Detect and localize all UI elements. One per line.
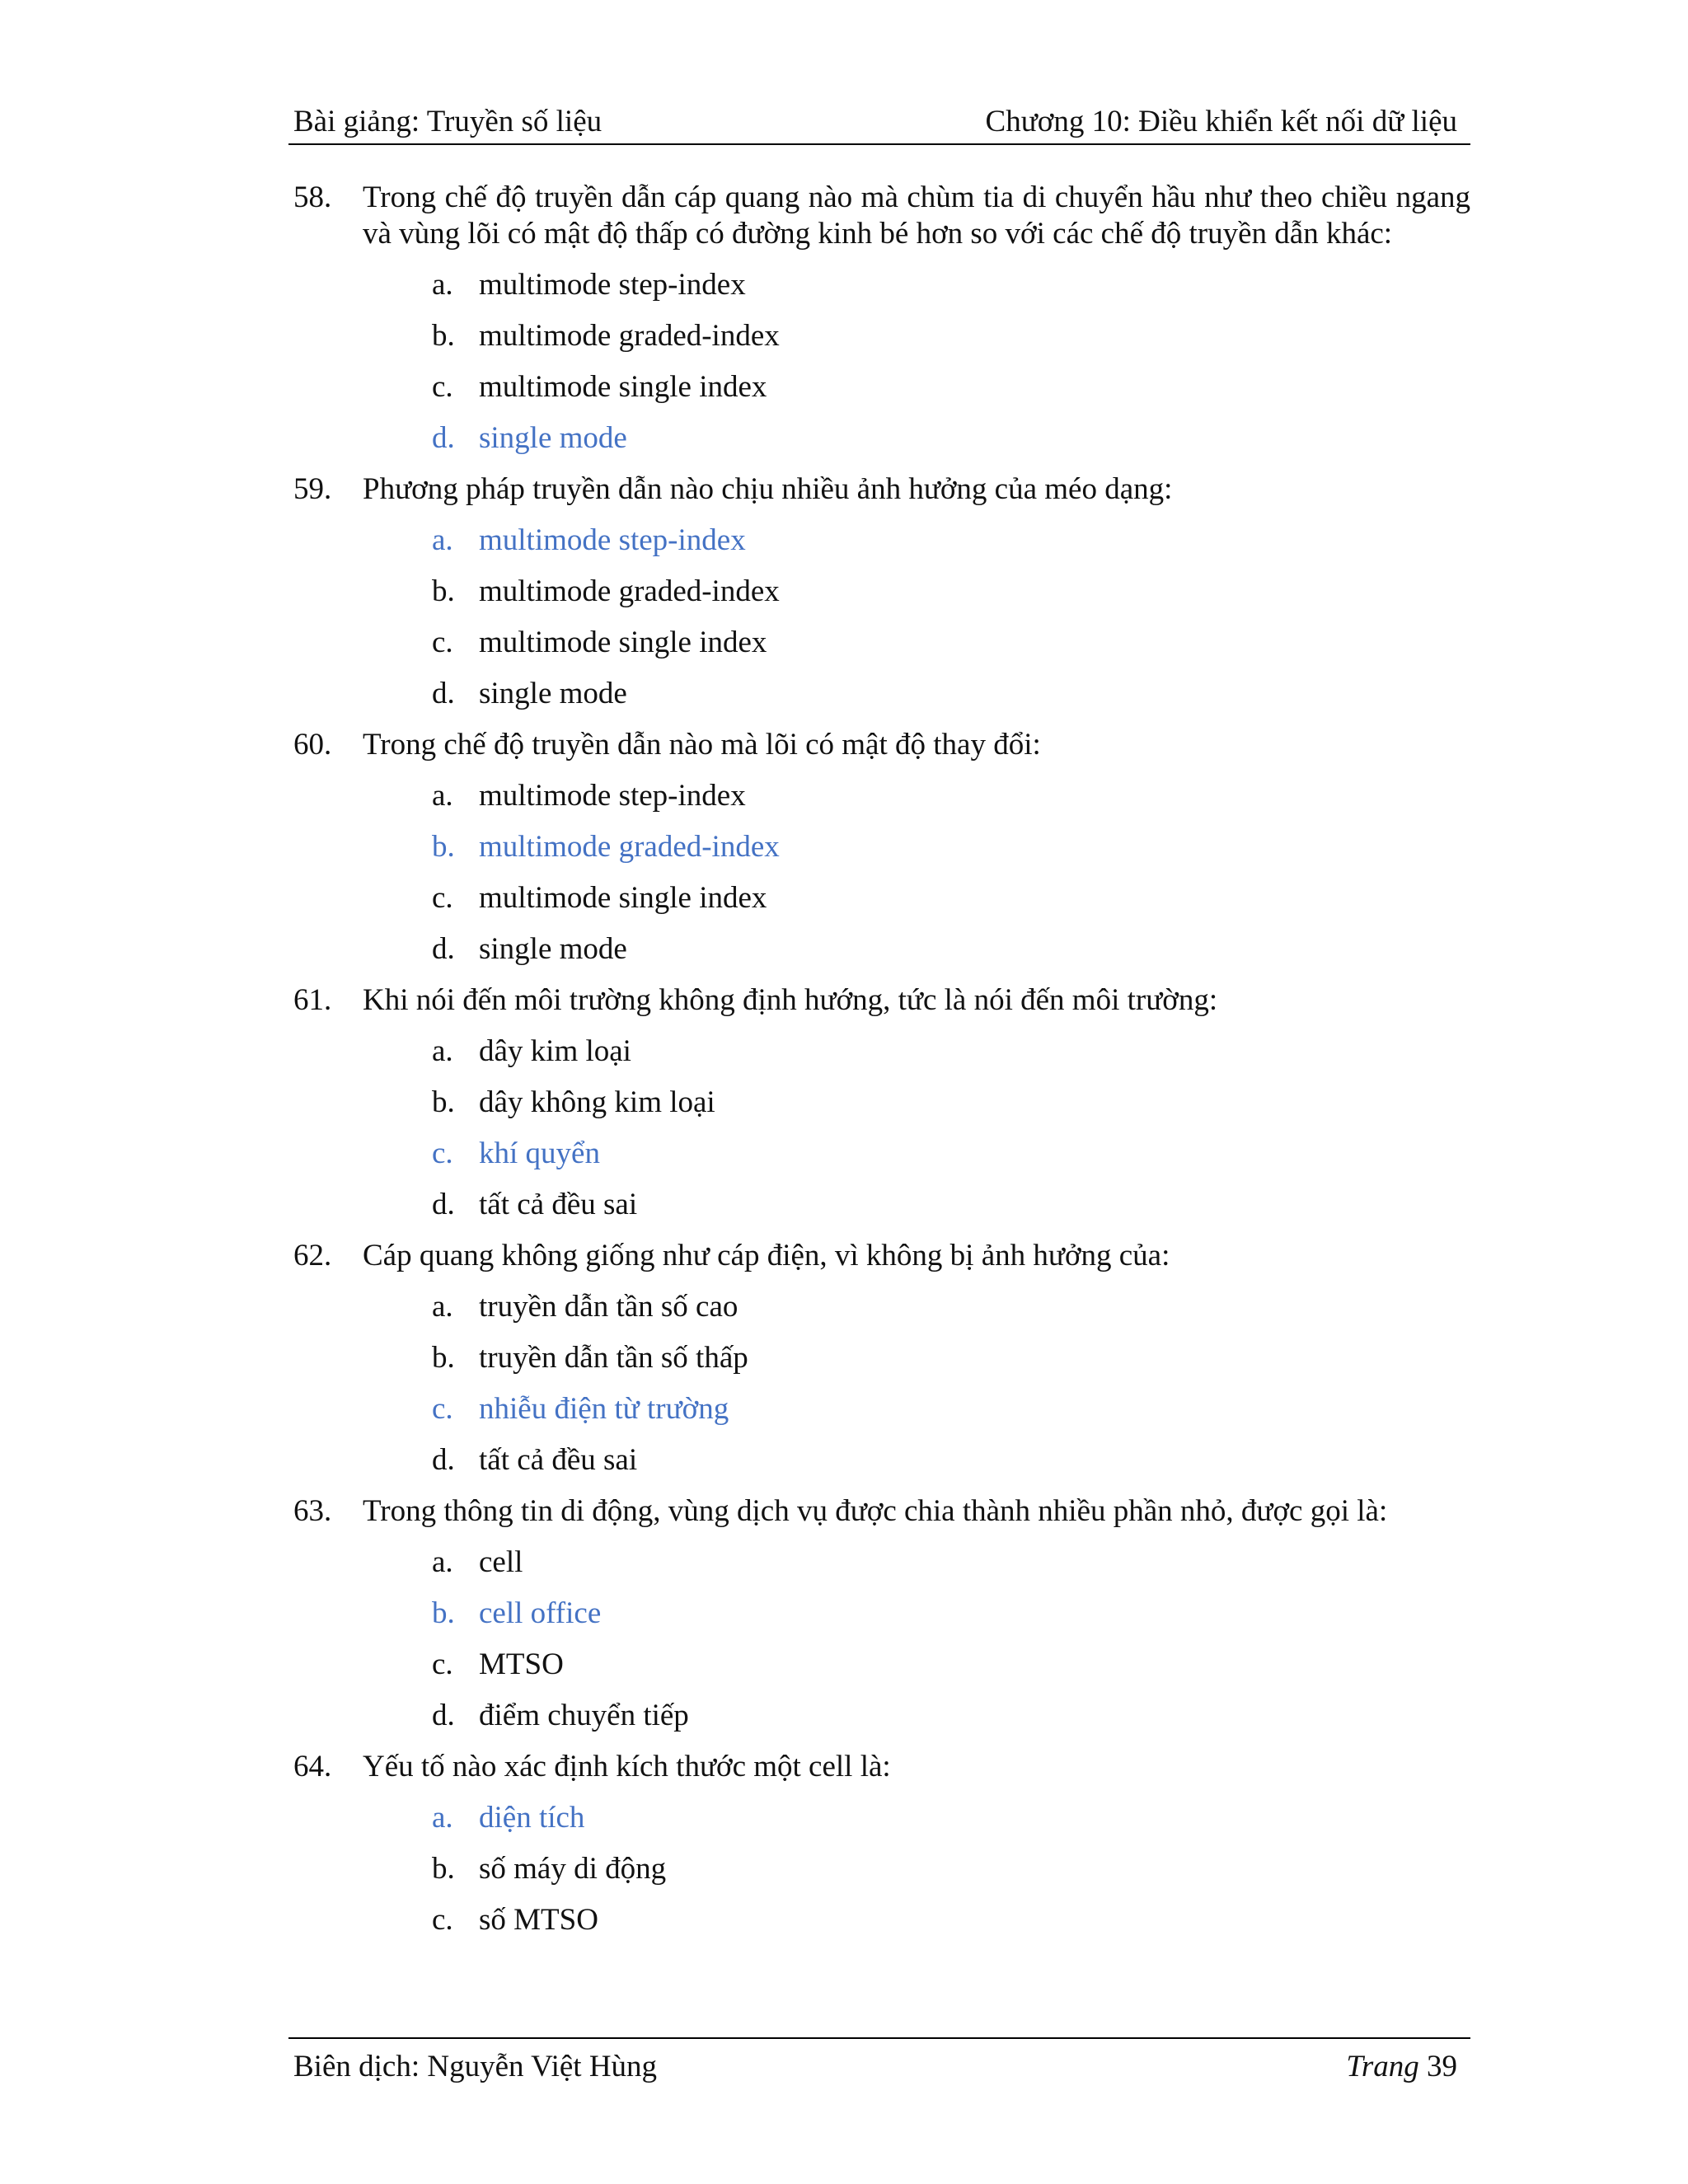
- question-prompt: [288, 180, 1470, 252]
- footer-translator: Biên dịch: Nguyễn Việt Hùng: [293, 2050, 658, 2083]
- question-text: Cáp quang không giống như cáp điện, vì không bị ảnh hưởng của:: [363, 1239, 1170, 1272]
- question-list: [288, 180, 1470, 1953]
- option-text: multimode single index: [479, 626, 767, 659]
- option-text: điểm chuyển tiếp: [479, 1699, 689, 1732]
- option-letter: c.: [432, 370, 453, 404]
- option-text: multimode single index: [479, 370, 767, 404]
- option-letter: b.: [432, 1085, 455, 1119]
- option-letter: d.: [432, 677, 455, 710]
- option-letter: a.: [432, 1545, 453, 1579]
- option-text: multimode step-index: [479, 268, 746, 302]
- option-letter: c.: [432, 626, 453, 659]
- question-number: 64.: [293, 1750, 332, 1783]
- question-text: Trong thông tin di động, vùng dịch vụ được chia thành nhiều phần nhỏ, được gọi là:: [363, 1494, 1388, 1528]
- option-letter: a.: [432, 1290, 453, 1324]
- option-letter: d.: [432, 1443, 455, 1477]
- question-prompt: [288, 1238, 1470, 1274]
- option-text: multimode graded-index: [479, 574, 780, 608]
- option-letter: d.: [432, 1188, 455, 1221]
- question-7: [288, 1749, 1470, 1938]
- question-prompt: [288, 982, 1470, 1019]
- question-5: [288, 1238, 1470, 1479]
- question-number: 60.: [293, 728, 332, 762]
- option-letter: d.: [432, 1699, 455, 1732]
- answer-option-correct: [288, 1391, 1470, 1427]
- answer-option: [288, 1187, 1470, 1223]
- answer-option-correct: [288, 420, 1470, 457]
- answer-option-correct: [288, 1136, 1470, 1172]
- answer-option-correct: [288, 1596, 1470, 1632]
- page-footer: [288, 2037, 1470, 2097]
- option-text: nhiễu điện từ trường: [479, 1392, 729, 1426]
- option-letter: c.: [432, 1647, 453, 1681]
- header-course-title: Bài giảng: Truyền số liệu: [293, 105, 603, 138]
- option-text: tất cả đều sai: [479, 1443, 638, 1477]
- question-3: [288, 727, 1470, 968]
- answer-option: [288, 1647, 1470, 1683]
- answer-option-correct: [288, 829, 1470, 865]
- question-6: [288, 1493, 1470, 1734]
- option-letter: a.: [432, 1034, 453, 1068]
- answer-option: [288, 1851, 1470, 1887]
- option-text: diện tích: [479, 1801, 585, 1835]
- option-letter: a.: [432, 779, 453, 813]
- page-label: Trang: [1346, 2050, 1419, 2083]
- question-number: 62.: [293, 1239, 332, 1272]
- option-letter: b.: [432, 1596, 455, 1630]
- question-prompt: [288, 1749, 1470, 1785]
- answer-option: [288, 880, 1470, 916]
- answer-option: [288, 1340, 1470, 1376]
- option-letter: a.: [432, 523, 453, 557]
- option-letter: a.: [432, 1801, 453, 1835]
- answer-option: [288, 574, 1470, 610]
- answer-option: [288, 625, 1470, 661]
- option-text: MTSO: [479, 1647, 564, 1681]
- question-number: 58.: [293, 180, 332, 214]
- option-text: single mode: [479, 421, 627, 455]
- answer-option: [288, 1085, 1470, 1121]
- question-4: [288, 982, 1470, 1223]
- question-text: Khi nói đến môi trường không định hướng, tức là nói đến môi trường:: [363, 983, 1218, 1017]
- question-prompt: [288, 471, 1470, 508]
- question-number: 61.: [293, 983, 332, 1017]
- option-letter: c.: [432, 1392, 453, 1426]
- option-letter: b.: [432, 1341, 455, 1375]
- answer-option: [288, 676, 1470, 712]
- answer-option-correct: [288, 1800, 1470, 1836]
- answer-option: [288, 1544, 1470, 1581]
- option-text: khí quyển: [479, 1137, 600, 1170]
- answer-option: [288, 267, 1470, 303]
- option-letter: d.: [432, 932, 455, 966]
- option-text: multimode graded-index: [479, 319, 780, 353]
- header-chapter-title: Chương 10: Điều khiển kết nối dữ liệu: [985, 105, 1457, 138]
- option-text: multimode step-index: [479, 779, 746, 813]
- option-text: multimode graded-index: [479, 830, 780, 864]
- question-number: 63.: [293, 1494, 332, 1528]
- option-letter: d.: [432, 421, 455, 455]
- option-text: single mode: [479, 677, 627, 710]
- answer-option-correct: [288, 523, 1470, 559]
- answer-option: [288, 369, 1470, 405]
- option-letter: b.: [432, 574, 455, 608]
- option-letter: a.: [432, 268, 453, 302]
- question-prompt: [288, 1493, 1470, 1530]
- option-letter: c.: [432, 1137, 453, 1170]
- page-number-value: 39: [1427, 2050, 1457, 2083]
- option-letter: b.: [432, 319, 455, 353]
- option-letter: c.: [432, 1903, 453, 1937]
- question-prompt: [288, 727, 1470, 763]
- question-text: Trong chế độ truyền dẫn nào mà lõi có mật độ thay đổi:: [363, 728, 1041, 762]
- option-text: dây kim loại: [479, 1034, 631, 1068]
- answer-option: [288, 318, 1470, 354]
- option-text: dây không kim loại: [479, 1085, 715, 1119]
- page-header: [288, 102, 1470, 145]
- option-text: multimode single index: [479, 881, 767, 915]
- option-text: truyền dẫn tần số thấp: [479, 1341, 748, 1375]
- option-text: cell: [479, 1545, 523, 1579]
- page-number: [1346, 2047, 1457, 2087]
- question-number: 59.: [293, 472, 332, 506]
- answer-option: [288, 931, 1470, 968]
- option-text: multimode step-index: [479, 523, 746, 557]
- answer-option: [288, 1033, 1470, 1070]
- question-2: [288, 471, 1470, 712]
- option-text: truyền dẫn tần số cao: [479, 1290, 738, 1324]
- question-text: Trong chế độ truyền dẫn cáp quang nào mà chùm tia di chuyển hầu như theo chiều ngang và vùng lõi có mật độ thấp có đường kinh bé hơn so với các chế độ truyền dẫn khác:: [363, 180, 1470, 251]
- option-letter: b.: [432, 830, 455, 864]
- option-text: số MTSO: [479, 1903, 598, 1937]
- option-letter: c.: [432, 881, 453, 915]
- option-text: số máy di động: [479, 1852, 667, 1886]
- option-text: cell office: [479, 1596, 602, 1630]
- answer-option: [288, 778, 1470, 814]
- answer-option: [288, 1698, 1470, 1734]
- option-text: single mode: [479, 932, 627, 966]
- answer-option: [288, 1442, 1470, 1479]
- answer-option: [288, 1289, 1470, 1325]
- answer-option: [288, 1902, 1470, 1938]
- option-text: tất cả đều sai: [479, 1188, 638, 1221]
- question-text: Yếu tố nào xác định kích thước một cell là:: [363, 1750, 891, 1783]
- question-1: [288, 180, 1470, 457]
- option-letter: b.: [432, 1852, 455, 1886]
- question-text: Phương pháp truyền dẫn nào chịu nhiều ảnh hưởng của méo dạng:: [363, 472, 1173, 506]
